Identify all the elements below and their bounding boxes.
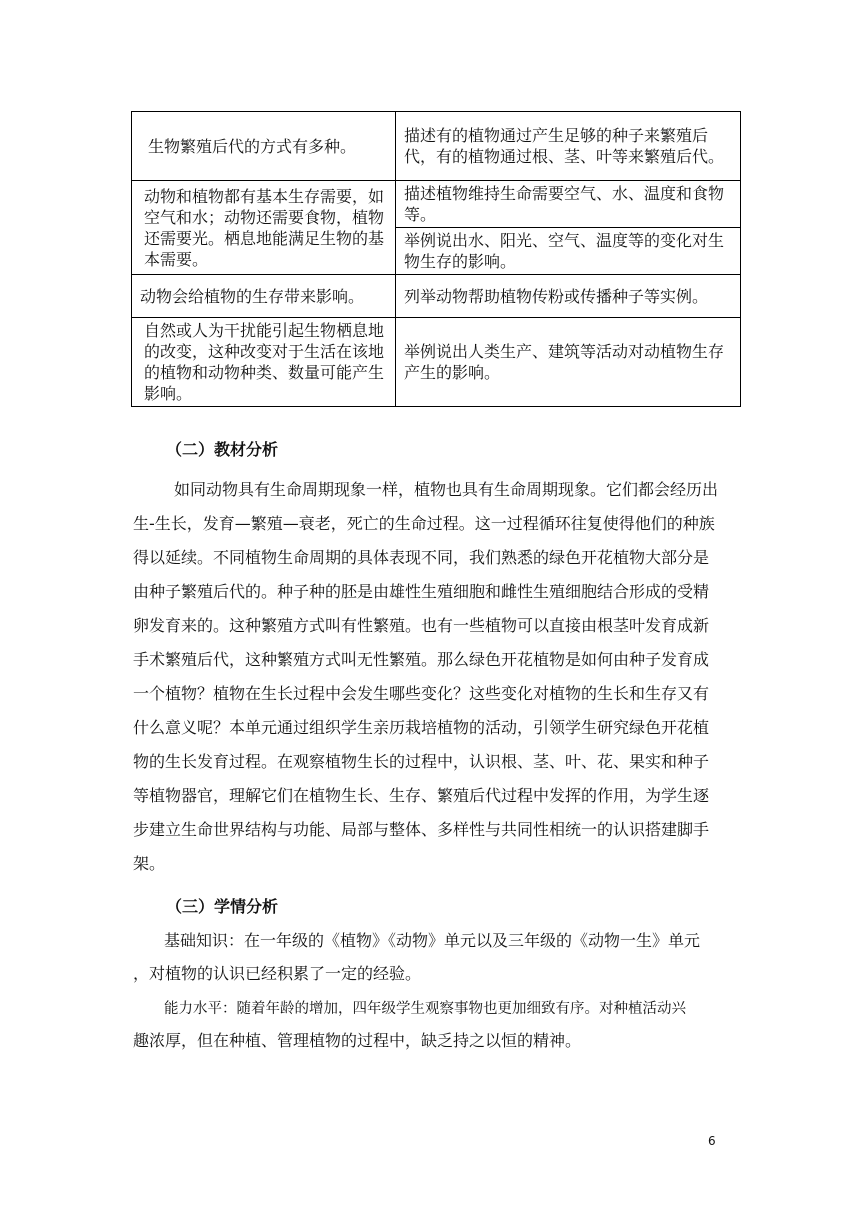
table-cell-requirement: 列举动物帮助植物传粉或传播种子等实例。	[396, 275, 741, 318]
table-cell-concept: 生物繁殖后代的方式有多种。	[132, 112, 396, 181]
table-cell-concept: 自然或人为干扰能引起生物栖息地的改变，这种改变对于生活在该地的植物和动物种类、数量可能产生影响。	[132, 318, 396, 407]
table-cell-requirement: 举例说出水、阳光、空气、温度等的变化对生物生存的影响。	[396, 228, 741, 275]
paragraph-line: 物的生长发育过程。在观察植物生长的过程中，认识根、茎、叶、花、果实和种子	[133, 752, 710, 771]
table-cell-requirement: 举例说出人类生产、建筑等活动对动植物生存产生的影响。	[396, 318, 741, 407]
page-number: 6	[708, 1134, 716, 1148]
table-cell-requirement: 描述植物维持生命需要空气、水、温度和食物等。	[396, 181, 741, 228]
section-heading-textbook-analysis: （二）教材分析	[166, 440, 279, 459]
paragraph-line: 由种子繁殖后代的。种子种的胚是由雄性生殖细胞和雌性生殖细胞结合形成的受精	[133, 582, 710, 601]
table-cell-concept: 动物和植物都有基本生存需要，如空气和水；动物还需要食物，植物还需要光。栖息地能满足生物的基本需要。	[132, 181, 396, 275]
paragraph-line: 趣浓厚，但在种植、管理植物的过程中，缺乏持之以恒的精神。	[133, 1031, 582, 1050]
paragraph-line: 一个植物？植物在生长过程中会发生哪些变化？这些变化对植物的生长和生存又有	[133, 684, 710, 703]
paragraph-line: 等植物器官，理解它们在植物生长、生存、繁殖后代过程中发挥的作用，为学生逐	[133, 786, 710, 805]
table-row	[132, 275, 741, 318]
table-cell-requirement: 描述有的植物通过产生足够的种子来繁殖后代，有的植物通过根、茎、叶等来繁殖后代。	[396, 112, 741, 181]
standards-table	[131, 111, 741, 407]
section-heading-learner-analysis: （三）学情分析	[166, 897, 279, 916]
table-cell-concept: 动物会给植物的生存带来影响。	[132, 275, 396, 318]
paragraph-line: 得以延续。不同植物生命周期的具体表现不同，我们熟悉的绿色开花植物大部分是	[133, 548, 710, 567]
paragraph-line: 能力水平：随着年龄的增加，四年级学生观察事物也更加细致有序。对种植活动兴	[164, 1001, 686, 1017]
paragraph-line: 步建立生命世界结构与功能、局部与整体、多样性与共同性相统一的认识搭建脚手	[133, 820, 710, 839]
paragraph-line: 基础知识：在一年级的《植物》《动物》单元以及三年级的《动物一生》单元	[164, 931, 701, 950]
paragraph-line: 什么意义呢？本单元通过组织学生亲历栽培植物的活动，引领学生研究绿色开花植	[133, 718, 710, 737]
table-row	[132, 318, 741, 407]
paragraph-line: 架。	[133, 854, 166, 873]
table-row	[132, 112, 741, 181]
paragraph-line: 生-生长，发育—繁殖—衰老，死亡的生命过程。这一过程循环往复使得他们的种族	[133, 514, 715, 533]
paragraph-line: 卵发育来的。这种繁殖方式叫有性繁殖。也有一些植物可以直接由根茎叶发育成新	[133, 616, 710, 635]
table-row	[132, 181, 741, 228]
paragraph-line: 手术繁殖后代，这种繁殖方式叫无性繁殖。那么绿色开花植物是如何由种子发育成	[133, 650, 710, 669]
paragraph-line: 如同动物具有生命周期现象一样，植物也具有生命周期现象。它们都会经历出	[174, 480, 719, 499]
paragraph-line: ，对植物的认识已经积累了一定的经验。	[133, 964, 422, 983]
